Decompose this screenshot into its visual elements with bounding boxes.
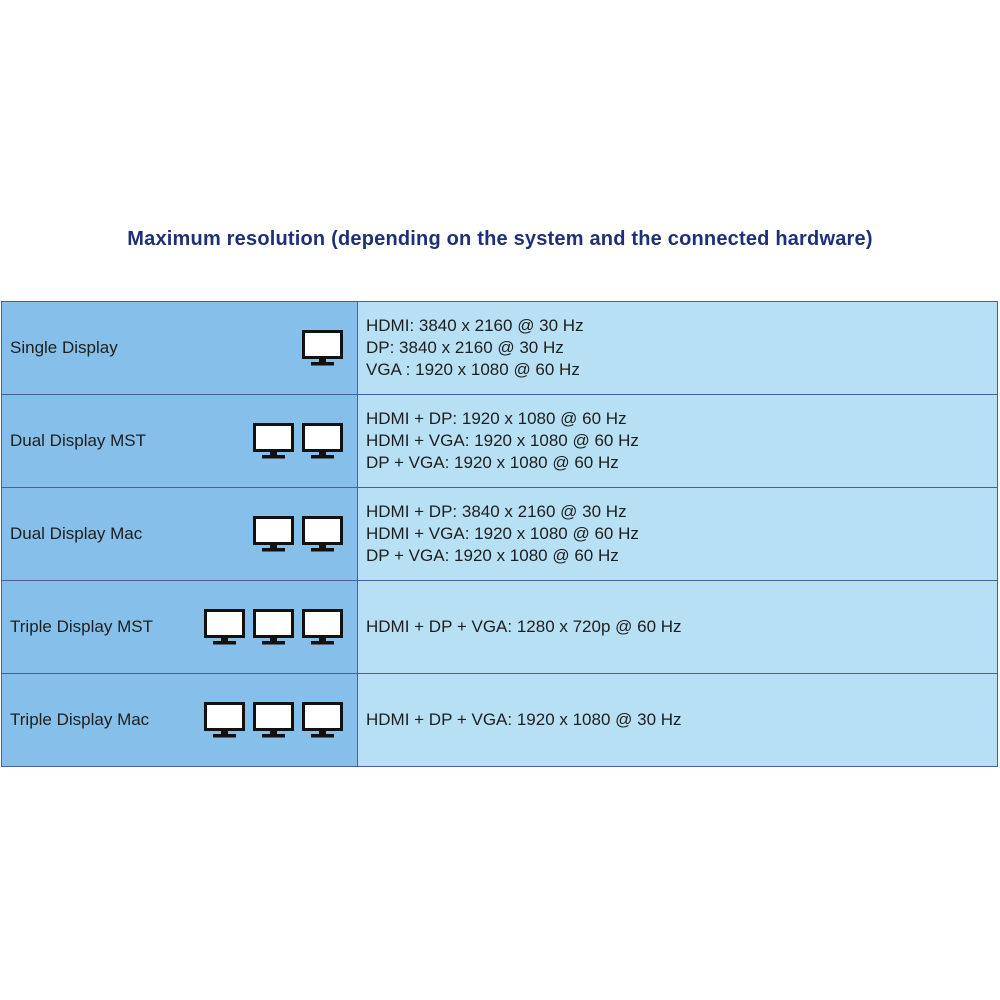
monitor-icon: [302, 423, 343, 460]
monitor-icons: [253, 516, 343, 553]
table-row: [2, 674, 997, 766]
monitor-icons: [253, 423, 343, 460]
monitor-icon: [253, 609, 294, 646]
table-row: [2, 581, 997, 674]
monitor-icons: [204, 609, 343, 646]
monitor-icon: [204, 702, 245, 739]
mode-label: Triple Display MST: [10, 617, 153, 636]
mode-label: Dual Display MST: [10, 431, 147, 450]
resolution-line: HDMI + VGA: 1920 x 1080 @ 60 Hz: [366, 431, 639, 450]
resolution-cell: [358, 674, 997, 766]
resolution-line: HDMI + DP + VGA: 1920 x 1080 @ 30 Hz: [366, 710, 682, 729]
resolution-table: [1, 301, 998, 767]
mode-label: Dual Display Mac: [10, 524, 143, 543]
monitor-icon: [253, 423, 294, 460]
mode-cell: [2, 488, 358, 580]
resolution-cell: [358, 302, 997, 394]
resolution-cell: [358, 488, 997, 580]
monitor-icon: [302, 330, 343, 367]
resolution-line: HDMI + DP: 3840 x 2160 @ 30 Hz: [366, 502, 627, 521]
resolution-line: DP + VGA: 1920 x 1080 @ 60 Hz: [366, 453, 619, 472]
mode-cell: [2, 674, 358, 766]
mode-label: Triple Display Mac: [10, 710, 150, 729]
resolution-line: HDMI: 3840 x 2160 @ 30 Hz: [366, 316, 584, 335]
resolution-line: HDMI + DP + VGA: 1280 x 720p @ 60 Hz: [366, 617, 682, 636]
mode-cell: [2, 581, 358, 673]
monitor-icon: [204, 609, 245, 646]
page-title: Maximum resolution (depending on the system and the connected hardware): [127, 228, 873, 250]
monitor-icon: [302, 609, 343, 646]
table-row: [2, 395, 997, 488]
resolution-cell: [358, 395, 997, 487]
table-row: [2, 488, 997, 581]
table-row: [2, 302, 997, 395]
resolution-line: VGA : 1920 x 1080 @ 60 Hz: [366, 360, 580, 379]
mode-label: Single Display: [10, 338, 118, 357]
monitor-icon: [253, 516, 294, 553]
resolution-line: HDMI + DP: 1920 x 1080 @ 60 Hz: [366, 409, 627, 428]
monitor-icons: [204, 702, 343, 739]
resolution-line: DP: 3840 x 2160 @ 30 Hz: [366, 338, 564, 357]
monitor-icon: [302, 516, 343, 553]
monitor-icon: [302, 702, 343, 739]
resolution-line: DP + VGA: 1920 x 1080 @ 60 Hz: [366, 546, 619, 565]
resolution-line: HDMI + VGA: 1920 x 1080 @ 60 Hz: [366, 524, 639, 543]
mode-cell: [2, 395, 358, 487]
resolution-cell: [358, 581, 997, 673]
mode-cell: [2, 302, 358, 394]
monitor-icon: [253, 702, 294, 739]
monitor-icons: [302, 330, 343, 367]
